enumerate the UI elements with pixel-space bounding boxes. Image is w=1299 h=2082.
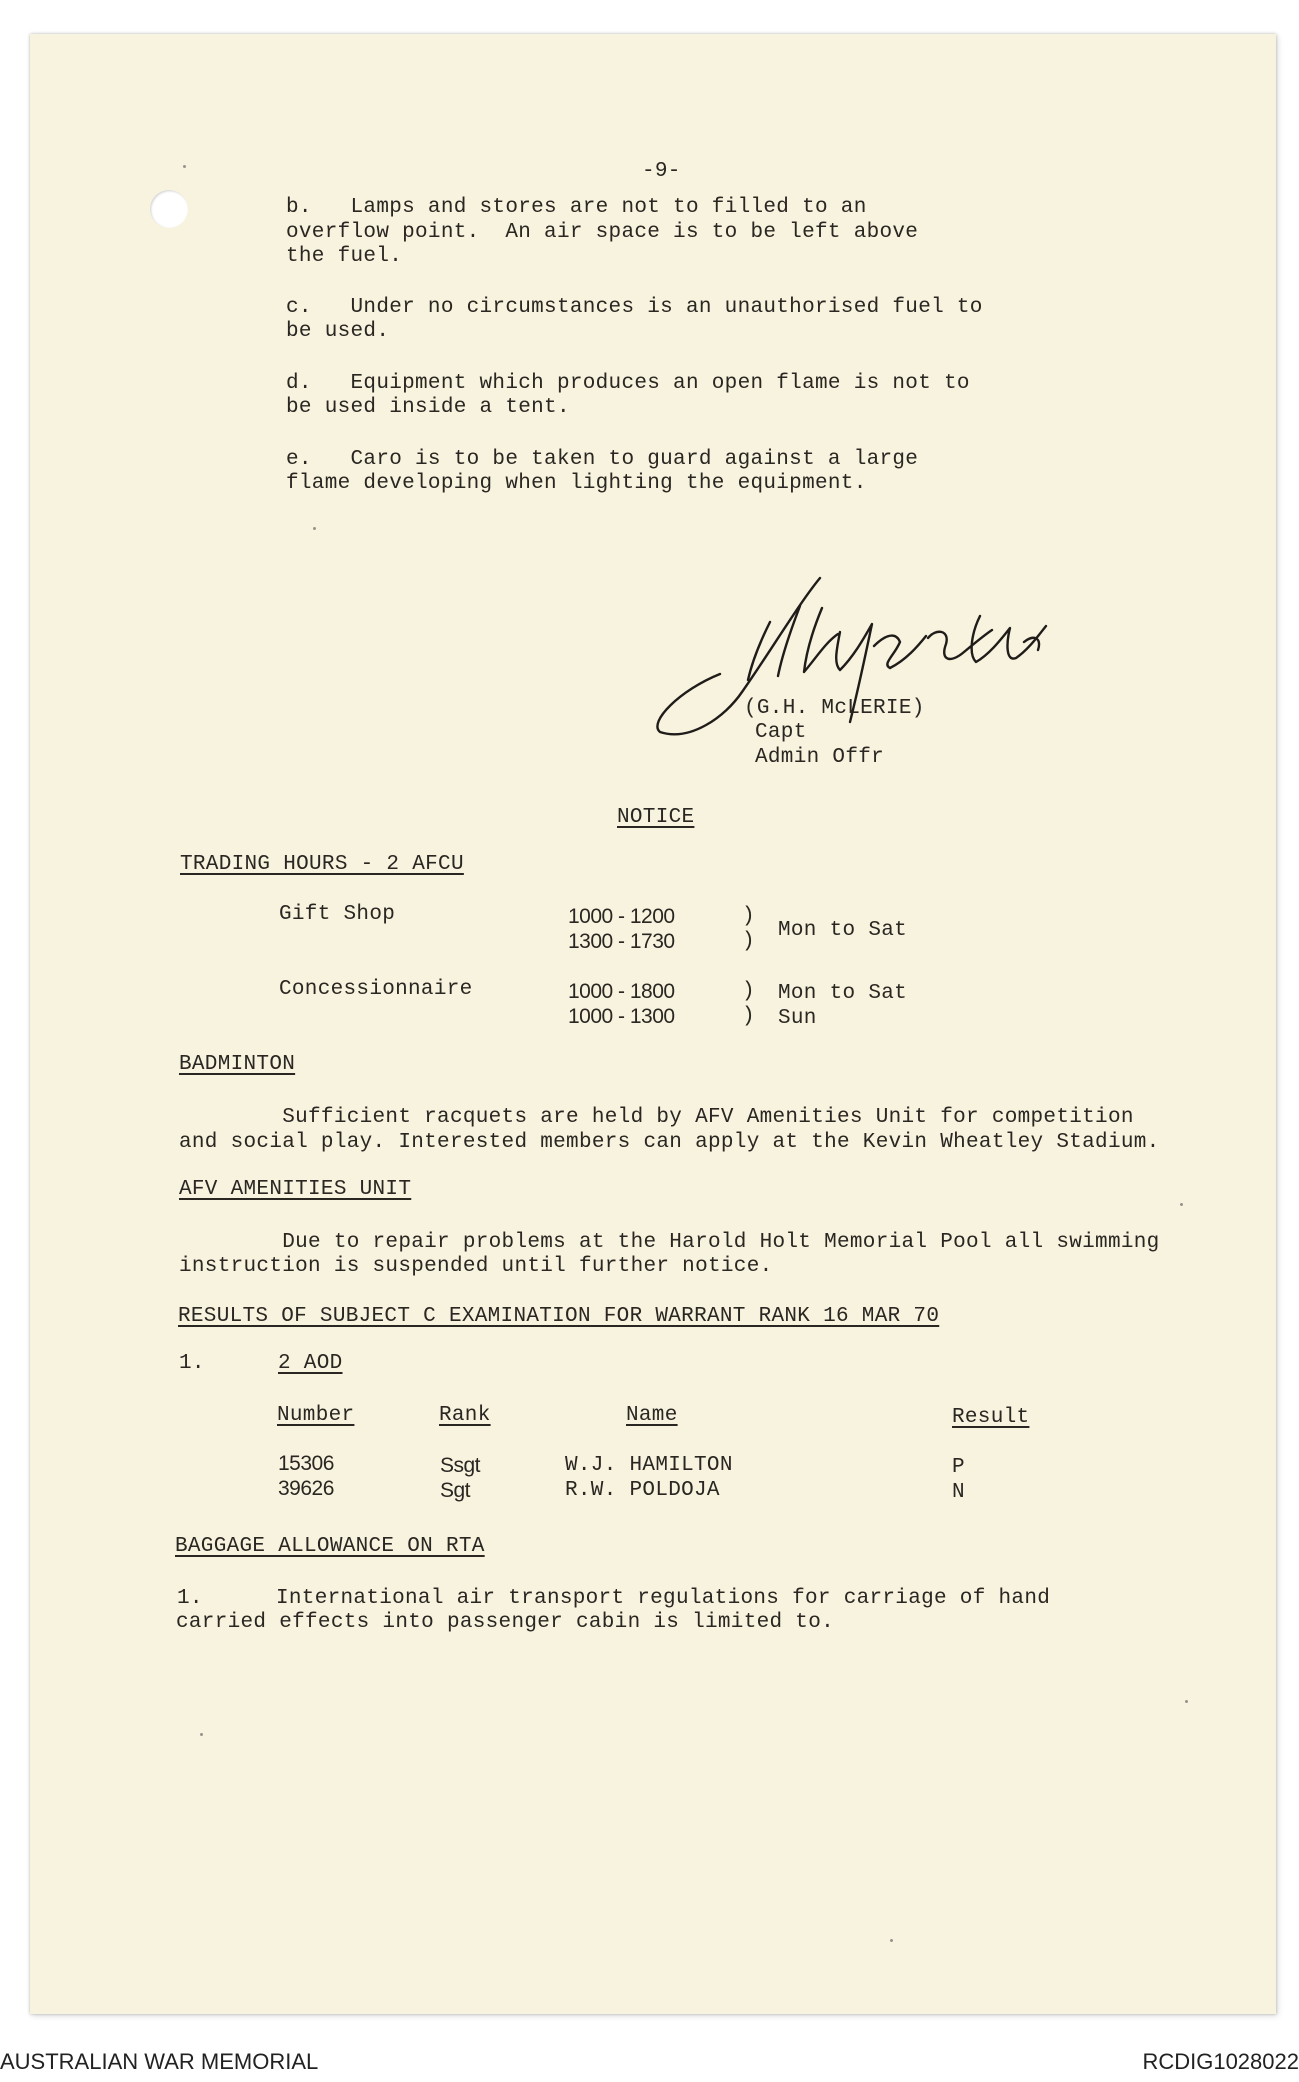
paper-speck [1180,1203,1183,1206]
gift-shop-days: Mon to Sat [778,919,908,942]
baggage-line-1: International air transport regulations for carriage of hand [276,1587,1051,1610]
paper-speck [890,1939,893,1942]
baggage-line-2: carried effects into passenger cabin is limited to. [176,1611,835,1634]
exam-results-heading: RESULTS OF SUBJECT C EXAMINATION FOR WARRANT RANK 16 MAR 70 [178,1305,940,1328]
row-2-result: N [952,1481,965,1504]
concessionnaire-days-2: Sun [778,1007,817,1030]
concessionnaire-bracket-2: ) [742,1005,755,1028]
paper-speck [1185,1700,1188,1703]
row-1-number: 15306 [278,1452,334,1475]
rule-c-line-2: be used. [286,320,390,343]
baggage-heading: BAGGAGE ALLOWANCE ON RTA [175,1535,485,1558]
venue-gift-shop: Gift Shop [279,903,396,926]
signatory-role: Admin Offr [755,746,885,769]
row-2-rank: Sgt [440,1479,471,1502]
concessionnaire-time-2: 1000 - 1300 [568,1005,675,1028]
exam-unit: 2 AOD [278,1352,343,1375]
notice-title: NOTICE [617,806,695,829]
paper-speck [183,165,186,168]
row-1-result: P [952,1456,965,1479]
rule-e-line-2: flame developing when lighting the equipment. [286,472,867,495]
punch-hole [150,190,188,228]
gift-shop-bracket-1: ) [742,905,755,928]
row-2-name: R.W. POLDOJA [565,1479,720,1502]
paper-speck [200,1733,203,1736]
column-name: Name [626,1404,678,1427]
signatory-name: (G.H. McLERIE) [744,697,925,720]
afv-amenities-line-1: Due to repair problems at the Harold Holt Memorial Pool all swimming [179,1231,1160,1254]
gift-shop-time-1: 1000 - 1200 [568,905,675,928]
concessionnaire-bracket-1: ) [742,980,755,1003]
rule-d-line-1: d. Equipment which produces an open flame is not to [286,372,970,395]
footer-institution: AUSTRALIAN WAR MEMORIAL [0,2049,319,2074]
column-rank: Rank [439,1404,491,1427]
gift-shop-time-2: 1300 - 1730 [568,930,675,953]
rule-c-line-1: c. Under no circumstances is an unauthorised fuel to [286,296,983,319]
badminton-heading: BADMINTON [179,1053,296,1076]
concessionnaire-time-1: 1000 - 1800 [568,980,675,1003]
signatory-rank: Capt [755,721,807,744]
trading-hours-heading: TRADING HOURS - 2 AFCU [180,853,464,876]
afv-amenities-line-2: instruction is suspended until further notice. [179,1255,773,1278]
gift-shop-bracket-2: ) [742,930,755,953]
concessionnaire-days-1: Mon to Sat [778,982,908,1005]
badminton-line-1: Sufficient racquets are held by AFV Amenities Unit for competition [179,1106,1134,1129]
footer-catalogue-id: RCDIG1028022 [1142,2049,1299,2074]
rule-d-line-2: be used inside a tent. [286,396,570,419]
afv-amenities-heading: AFV AMENITIES UNIT [179,1178,412,1201]
row-1-name: W.J. HAMILTON [565,1454,733,1477]
rule-b-line-2: overflow point. An air space is to be left above [286,221,919,244]
venue-concessionnaire: Concessionnaire [279,978,473,1001]
badminton-line-2: and social play. Interested members can apply at the Kevin Wheatley Stadium. [179,1131,1160,1154]
column-result: Result [952,1406,1030,1429]
row-2-number: 39626 [278,1477,334,1500]
page-number: -9- [642,160,681,183]
rule-e-line-1: e. Caro is to be taken to guard against a large [286,448,919,471]
paper-speck [313,527,316,530]
rule-b-line-3: the fuel. [286,245,403,268]
exam-item-number: 1. [179,1352,205,1375]
rule-b-line-1: b. Lamps and stores are not to filled to an [286,196,867,219]
row-1-rank: Ssgt [440,1454,481,1477]
baggage-item-number: 1. [177,1587,203,1610]
column-number: Number [277,1404,355,1427]
